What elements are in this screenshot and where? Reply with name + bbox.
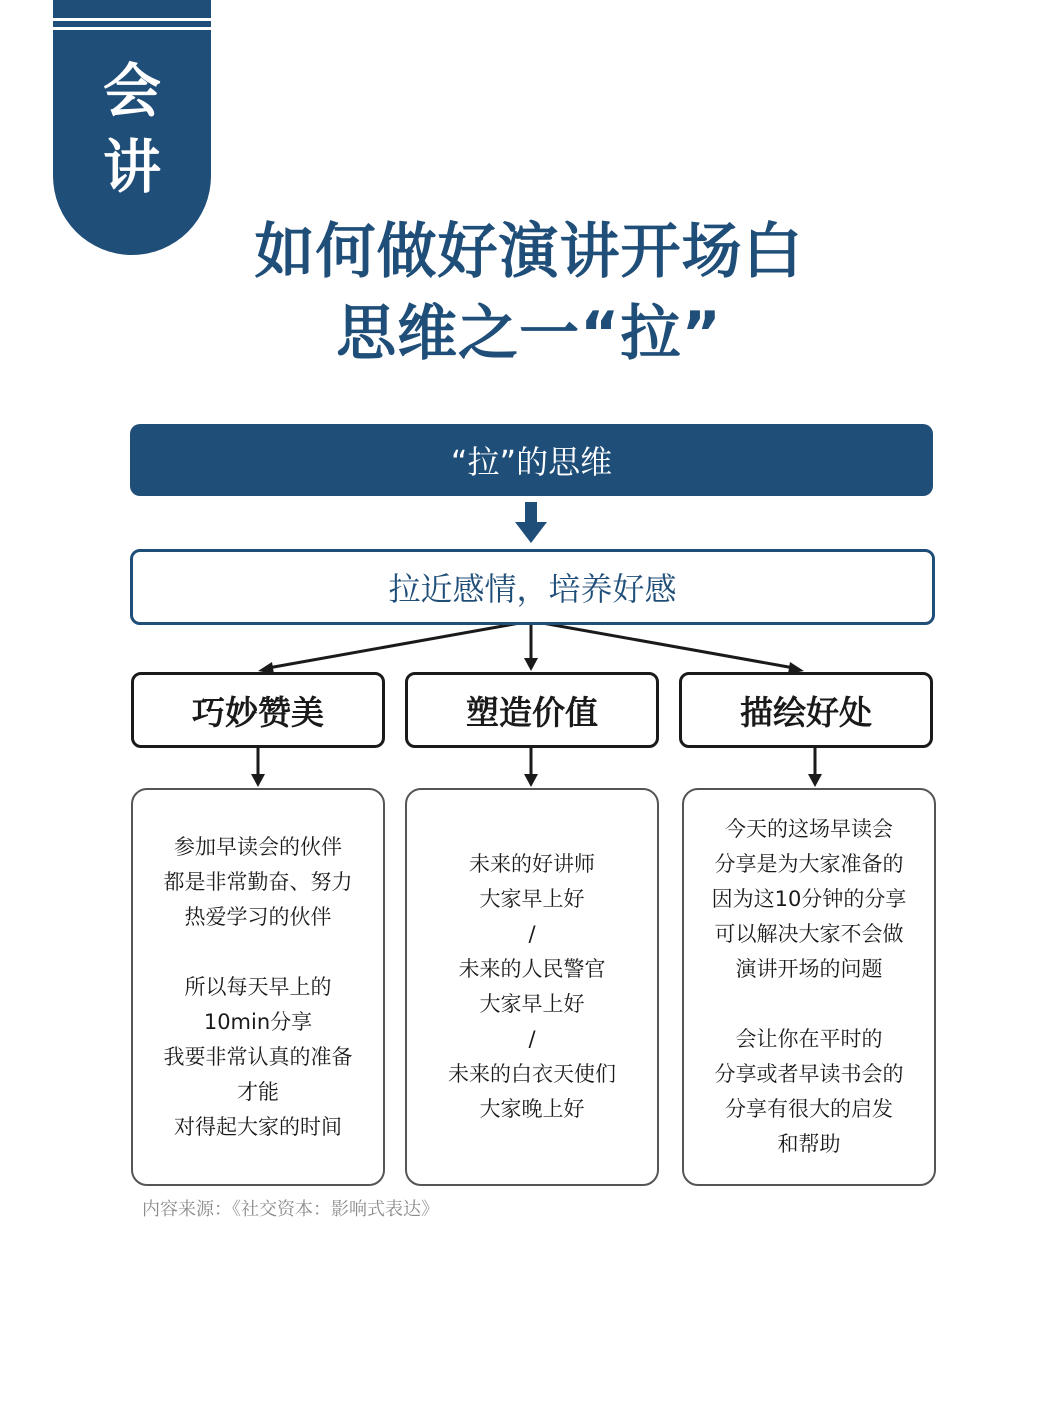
detail-box-benefit	[682, 788, 936, 1186]
detail-line: 所以每天早上的	[184, 974, 332, 999]
detail-line: 分享或者早读书会的	[714, 1062, 904, 1086]
detail-line: 分享有很大的启发	[724, 1097, 893, 1121]
detail-line: 10min分享	[203, 1009, 313, 1034]
detail-line: 演讲开场的问题	[735, 957, 883, 981]
page-subtitle: 思维之一“拉”	[336, 299, 722, 369]
detail-line: 未来的人民警官	[458, 957, 606, 981]
detail-line: 未来的白衣天使们	[448, 1062, 616, 1086]
detail-box-praise	[131, 788, 385, 1186]
head-arrow-shaft	[525, 502, 537, 524]
detail-line: 参加早读会的伙伴	[174, 834, 342, 859]
detail-line: 今天的这场早读会	[724, 817, 893, 841]
detail-arrow-left	[251, 774, 265, 787]
branch-praise: 巧妙赞美	[131, 672, 385, 748]
detail-arrow-right	[808, 774, 822, 787]
detail-line: 大家早上好	[479, 992, 585, 1016]
detail-line: 大家晚上好	[479, 1097, 585, 1121]
detail-line: 大家早上好	[479, 887, 585, 911]
head-arrow-tip	[515, 522, 547, 543]
detail-line: /	[528, 922, 536, 946]
detail-line: 都是非常勤奋、努力	[163, 869, 353, 894]
page-title: 如何做好演讲开场白	[254, 217, 804, 287]
detail-line: /	[528, 1027, 536, 1051]
detail-line: 我要非常认真的准备	[163, 1044, 353, 1069]
tab-char: 讲	[102, 133, 161, 201]
diagram-head: “拉”的思维	[130, 424, 933, 496]
detail-box-value	[405, 788, 659, 1186]
branch-arrow-middle	[524, 658, 538, 671]
branch-line-left	[268, 621, 531, 668]
branch-line-right	[531, 621, 794, 668]
detail-line: 分享是为大家准备的	[714, 852, 904, 876]
diagram-goal: 拉近感情，培养好感	[130, 549, 935, 625]
detail-line: 可以解决大家不会做	[714, 922, 904, 946]
detail-line: 因为这10分钟的分享	[711, 887, 907, 911]
branch-benefit: 描绘好处	[679, 672, 933, 748]
detail-line: 会让你在平时的	[735, 1027, 883, 1051]
detail-arrow-middle	[524, 774, 538, 787]
detail-line: 才能	[237, 1079, 279, 1104]
detail-line: 热爱学习的伙伴	[184, 904, 332, 929]
detail-line: 和帮助	[777, 1132, 841, 1156]
source-credit: 内容来源：《社交资本：影响式表达》	[142, 1199, 439, 1220]
tab-char: 会	[102, 57, 161, 125]
branch-value: 塑造价值	[405, 672, 659, 748]
detail-line: 未来的好讲师	[469, 852, 595, 876]
detail-line: 对得起大家的时间	[174, 1114, 342, 1139]
